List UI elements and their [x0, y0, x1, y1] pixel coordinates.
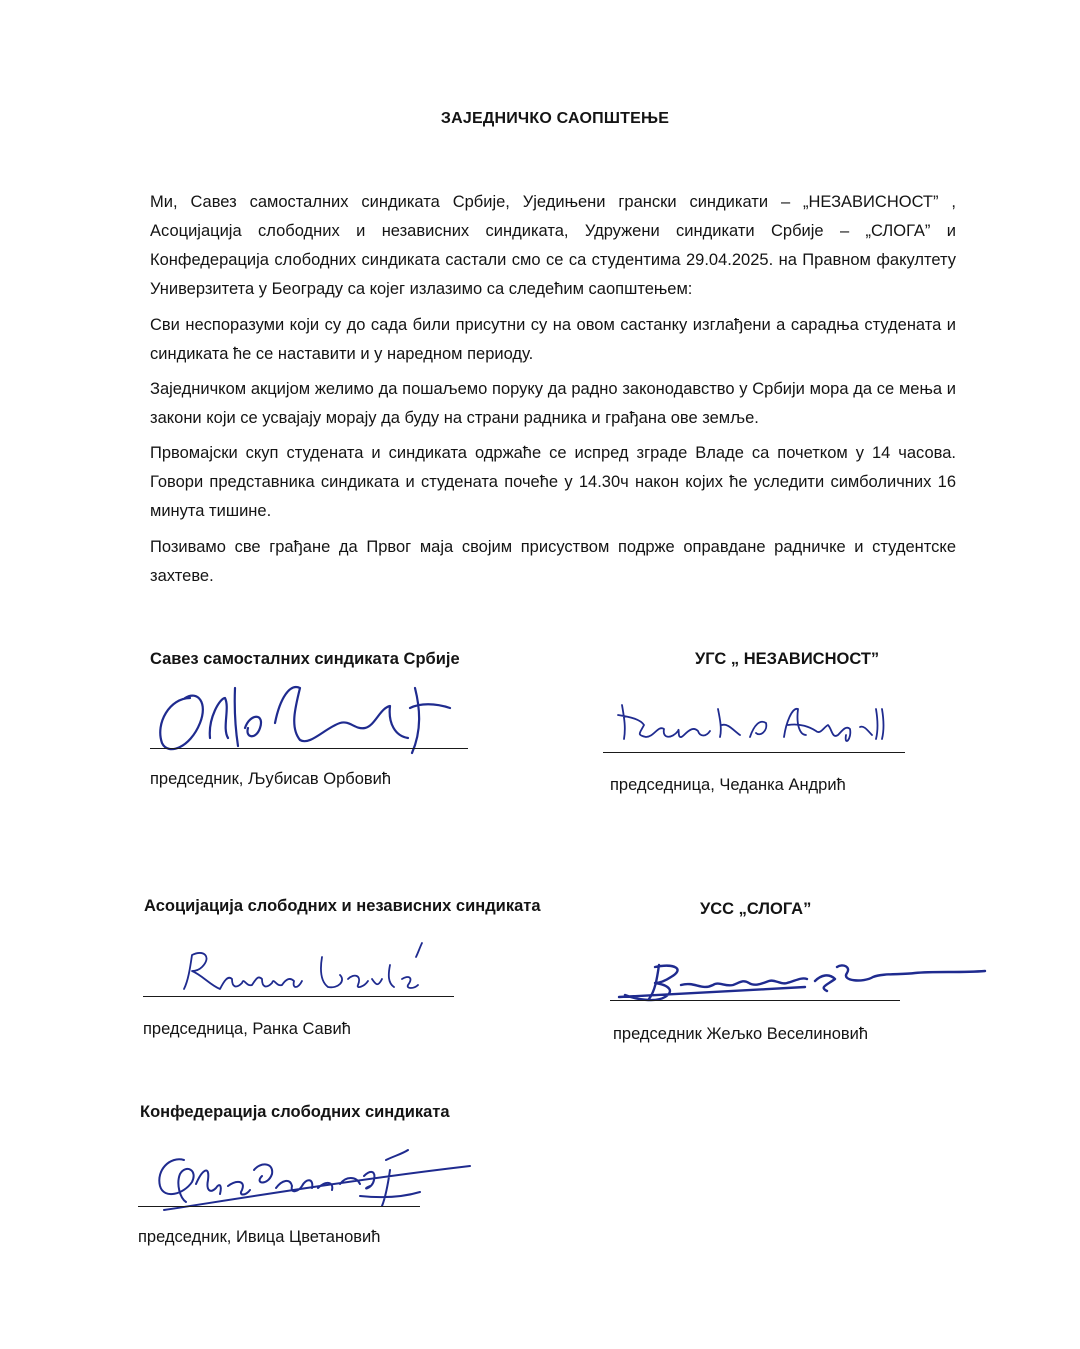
- signature-cvetanovic: [150, 1140, 480, 1230]
- signatory-organization: УГС „ НЕЗАВИСНОСТ”: [695, 650, 880, 668]
- signatory-organization: УСС „СЛОГА”: [700, 900, 812, 918]
- signatory-organization: Конфедерација слободних синдиката: [140, 1103, 450, 1121]
- paragraph-cooperation: Сви неспоразуми који су до сада били присутни су на овом састанку изглађени а сарадња студената и синдиката ће се наставити и у наредном периоду.: [150, 316, 956, 363]
- signatory-role: председник, Љубисав Орбовић: [150, 770, 392, 788]
- signature-veselinovic: [615, 955, 995, 1015]
- signature-line: [143, 996, 454, 997]
- paragraph-invitation: Позивамо све грађане да Првог маја својим присуством подрже оправдане радничке и студентске захтеве.: [150, 538, 956, 585]
- signatory-organization: Асоцијација слободних и независних синдиката: [144, 897, 541, 915]
- signatory-role: председница, Чеданка Андрић: [610, 776, 846, 794]
- signature-line: [138, 1206, 420, 1207]
- signatory-organization: Савез самосталних синдиката Србије: [150, 650, 460, 668]
- paragraph-intro: Ми, Савез самосталних синдиката Србије, Уједињени грански синдикати – „НЕЗАВИСНОСТ” , Асоцијација слободних и независних синдиката, Удружени синдикати Србије – „СЛОГА” и Конфедерација слободних синдиката састали смо се са студентима 29.04.2025. на Правном факултету Универзитета у Београду са којег излазимо са следећим саопштењем:: [150, 193, 956, 298]
- paragraph-rally: Првомајски скуп студената и синдиката одржаће се испред зграде Владе са почетком у 14 часова. Говори представника синдиката и студената почеће у 14.30ч након којих ће уследити симболичних 16 минута тишине.: [150, 444, 956, 520]
- signature-line: [150, 748, 468, 749]
- signatory-role: председник Жељко Веселиновић: [613, 1025, 869, 1043]
- signature-line: [603, 752, 905, 753]
- paragraph-legislation: Заједничком акцијом желимо да пошаљемо поруку да радно законодавство у Србији мора да се мења и закони који се усвајају морају да буду на страни радника и грађана ове земље.: [150, 380, 956, 427]
- signature-andric: [610, 695, 910, 755]
- signature-line: [610, 1000, 900, 1001]
- document-title: ЗАЈЕДНИЧКО САОПШТЕЊЕ: [440, 110, 670, 127]
- signature-orbovic: [150, 668, 480, 758]
- signatory-role: председница, Ранка Савић: [143, 1020, 351, 1038]
- signature-savic: [170, 935, 450, 1000]
- signatory-role: председник, Ивица Цветановић: [138, 1228, 381, 1246]
